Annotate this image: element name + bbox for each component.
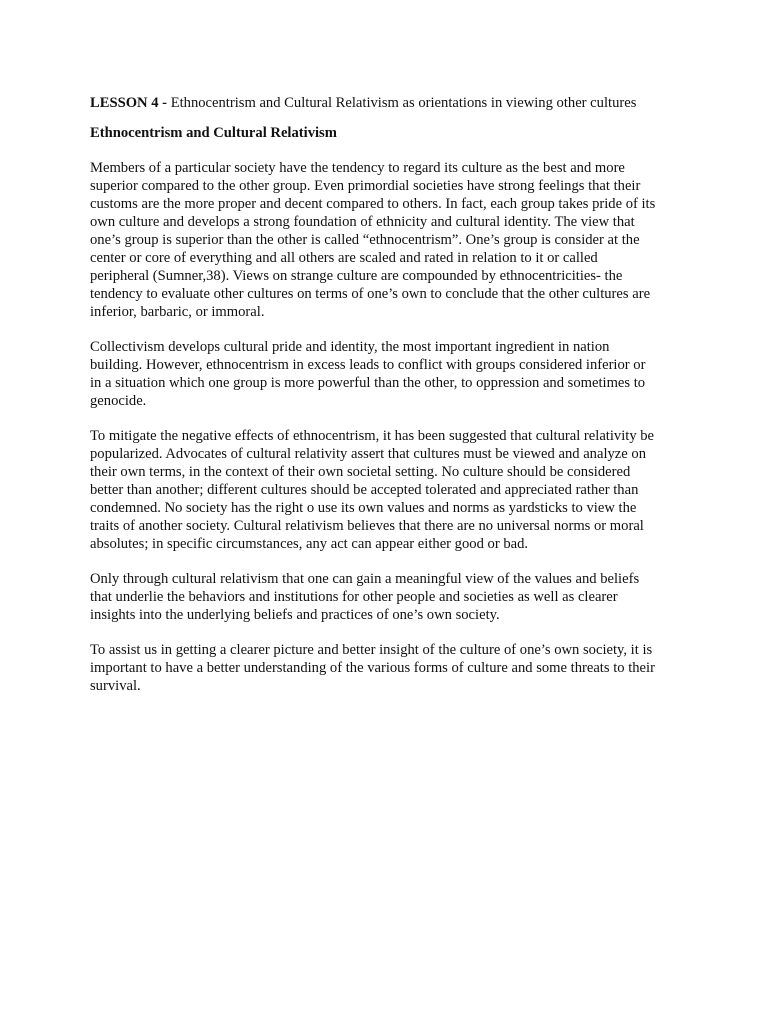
paragraph-line: popularized. Advocates of cultural relativity assert that cultures must be viewed and analyze on <box>90 446 646 462</box>
paragraph-line: Collectivism develops cultural pride and identity, the most important ingredient in nation <box>90 339 610 355</box>
paragraph-4 <box>90 570 680 624</box>
paragraph-line: genocide. <box>90 393 147 409</box>
paragraph-5 <box>90 641 680 695</box>
paragraph-line: Only through cultural relativism that one can gain a meaningful view of the values and beliefs <box>90 571 640 587</box>
paragraph-line: better than another; different cultures should be accepted tolerated and appreciated rather than <box>90 482 639 498</box>
paragraph-line: that underlie the behaviors and institutions for other people and societies as well as clearer <box>90 589 618 605</box>
paragraph-line: building. However, ethnocentrism in excess leads to conflict with groups considered inferior or <box>90 357 646 373</box>
paragraph-line: condemned. No society has the right o use its own values and norms as yardsticks to view the <box>90 500 637 516</box>
paragraph-line: in a situation which one group is more powerful than the other, to oppression and sometimes to <box>90 375 646 391</box>
lesson-label: LESSON 4 - <box>90 95 168 111</box>
paragraph-line: To assist us in getting a clearer picture and better insight of the culture of one’s own society, it is <box>90 642 653 658</box>
paragraph-line: inferior, barbaric, or immoral. <box>90 304 265 320</box>
paragraph-line: tendency to evaluate other cultures on terms of one’s own to conclude that the other cultures are <box>90 286 651 302</box>
paragraph-line: traits of another society. Cultural relativism believes that there are no universal norms or moral <box>90 518 644 534</box>
paragraph-line: their own terms, in the context of their own societal setting. No culture should be considered <box>90 464 631 480</box>
lesson-title: Ethnocentrism and Cultural Relativism as orientations in viewing other cultures <box>167 95 637 111</box>
paragraph-line: survival. <box>90 678 141 694</box>
paragraph-line: To mitigate the negative effects of ethnocentrism, it has been suggested that cultural relativity be <box>90 428 655 444</box>
paragraph-line: Members of a particular society have the tendency to regard its culture as the best and more <box>90 160 625 176</box>
body-paragraphs <box>90 159 680 695</box>
paragraph-2 <box>90 338 680 410</box>
lesson-title-line <box>90 94 680 112</box>
paragraph-line: own culture and develops a strong foundation of ethnicity and cultural identity. The view that <box>90 214 635 230</box>
paragraph-line: center or core of everything and all others are scaled and rated in relation to it or called <box>90 250 598 266</box>
paragraph-3 <box>90 427 680 553</box>
paragraph-line: insights into the underlying beliefs and practices of one’s own society. <box>90 607 500 623</box>
paragraph-line: customs are the more proper and decent compared to others. In fact, each group takes pride of its <box>90 196 656 212</box>
paragraph-line: one’s group is superior than the other is called “ethnocentrism”. One’s group is consider at the <box>90 232 640 248</box>
paragraph-line: superior compared to the other group. Even primordial societies have strong feelings that their <box>90 178 641 194</box>
paragraph-line: absolutes; in specific circumstances, any act can appear either good or bad. <box>90 536 529 552</box>
paragraph-line: peripheral (Sumner,38). Views on strange culture are compounded by ethnocentricities- the <box>90 268 623 284</box>
section-heading: Ethnocentrism and Cultural Relativism <box>90 125 337 141</box>
paragraph-1 <box>90 159 680 321</box>
paragraph-line: important to have a better understanding of the various forms of culture and some threats to their <box>90 660 655 676</box>
